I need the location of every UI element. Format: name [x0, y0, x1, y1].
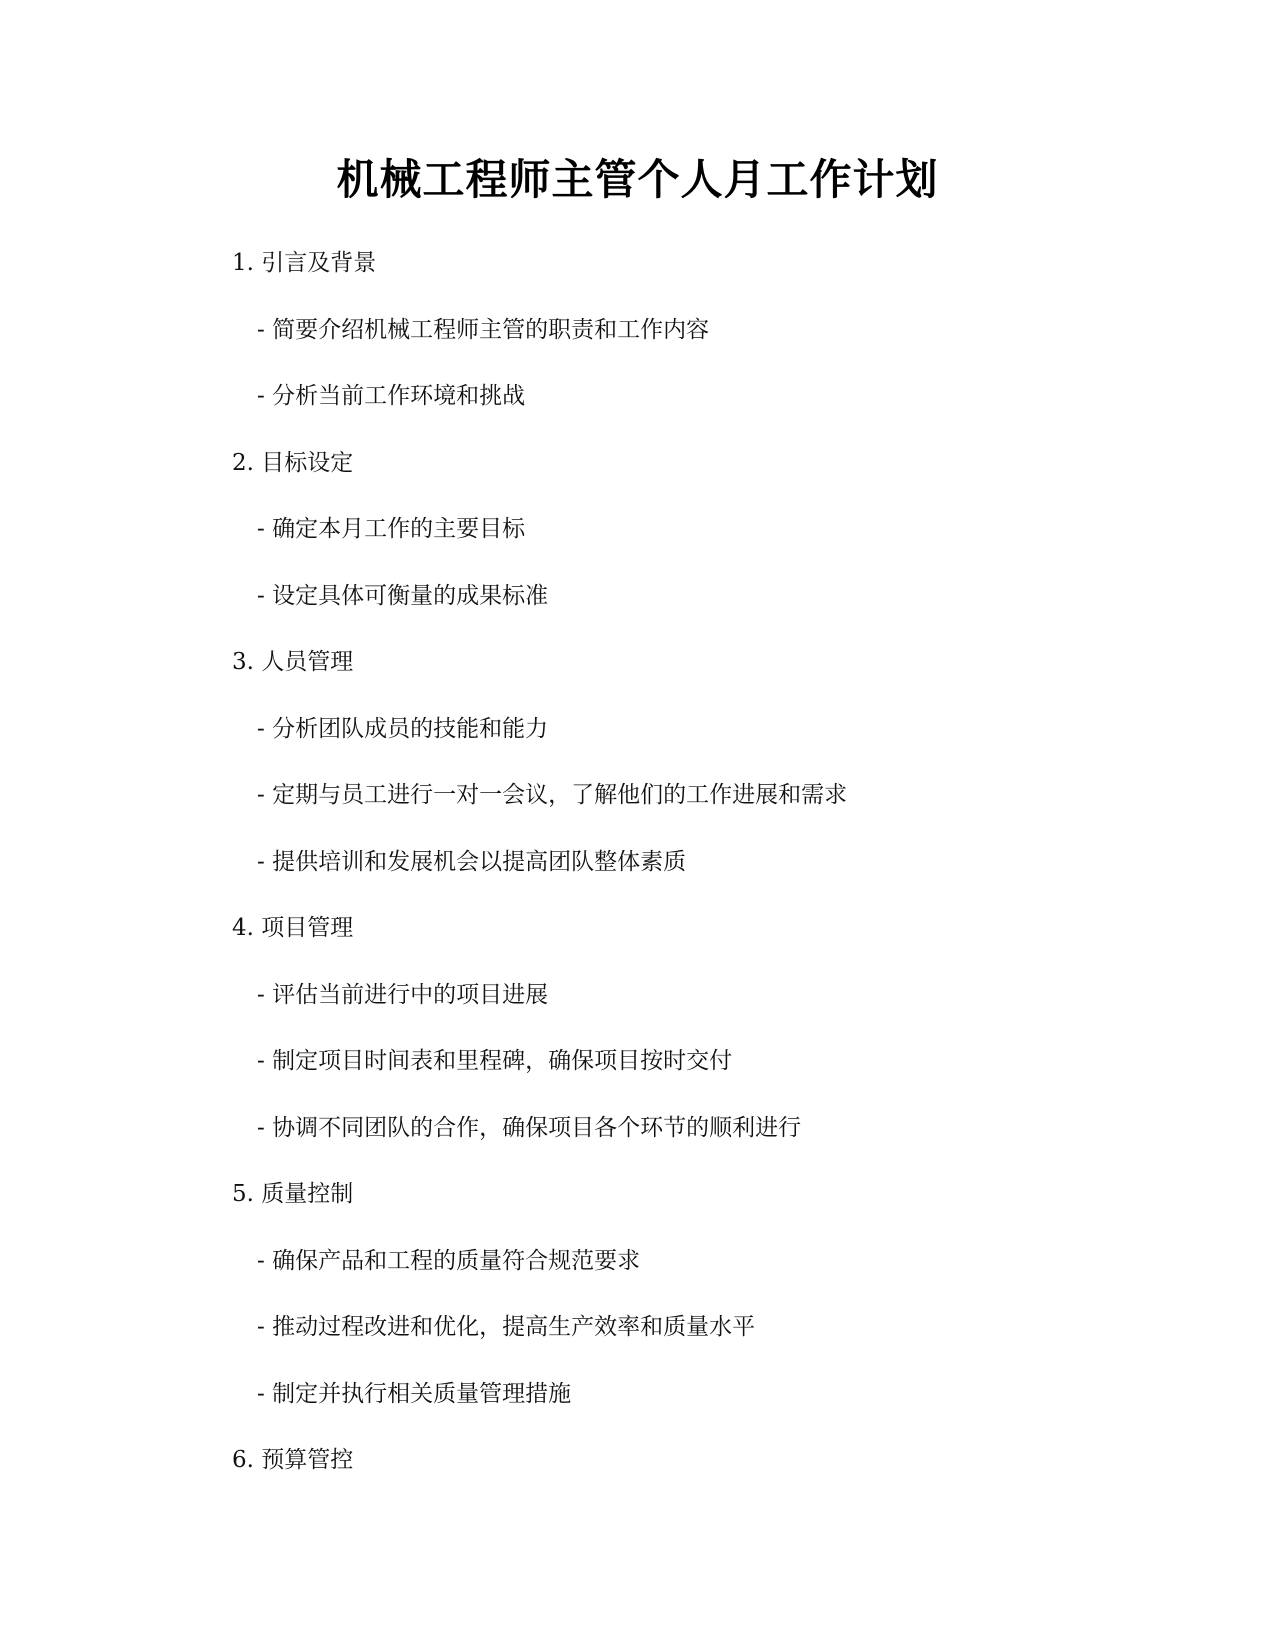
section-heading: 2. 目标设定	[232, 449, 354, 476]
list-item: - 确保产品和工程的质量符合规范要求	[257, 1247, 641, 1274]
section-heading: 3. 人员管理	[232, 649, 354, 675]
document-body	[232, 240, 1132, 1504]
section-heading: 1. 引言及背景	[232, 250, 377, 276]
list-item: - 制定项目时间表和里程碑，确保项目按时交付	[257, 1048, 733, 1074]
list-item: - 制定并执行相关质量管理措施	[257, 1380, 572, 1407]
list-item: - 分析当前工作环境和挑战	[257, 383, 526, 409]
list-item: - 协调不同团队的合作，确保项目各个环节的顺利进行	[257, 1114, 802, 1141]
list-item: - 简要介绍机械工程师主管的职责和工作内容	[257, 316, 710, 343]
list-item: - 分析团队成员的技能和能力	[257, 715, 549, 742]
list-item: - 确定本月工作的主要目标	[257, 516, 526, 542]
document-title: 机械工程师主管个人月工作计划	[336, 155, 939, 204]
section-heading: 6. 预算管控	[232, 1447, 354, 1473]
list-item: - 定期与员工进行一对一会议，了解他们的工作进展和需求	[257, 782, 848, 808]
section-heading: 4. 项目管理	[232, 915, 354, 941]
list-item: - 提供培训和发展机会以提高团队整体素质	[257, 848, 687, 875]
list-item: - 评估当前进行中的项目进展	[257, 981, 549, 1008]
list-item: - 设定具体可衡量的成果标准	[257, 582, 549, 609]
list-item: - 推动过程改进和优化，提高生产效率和质量水平	[257, 1314, 756, 1340]
section-heading: 5. 质量控制	[232, 1181, 354, 1207]
